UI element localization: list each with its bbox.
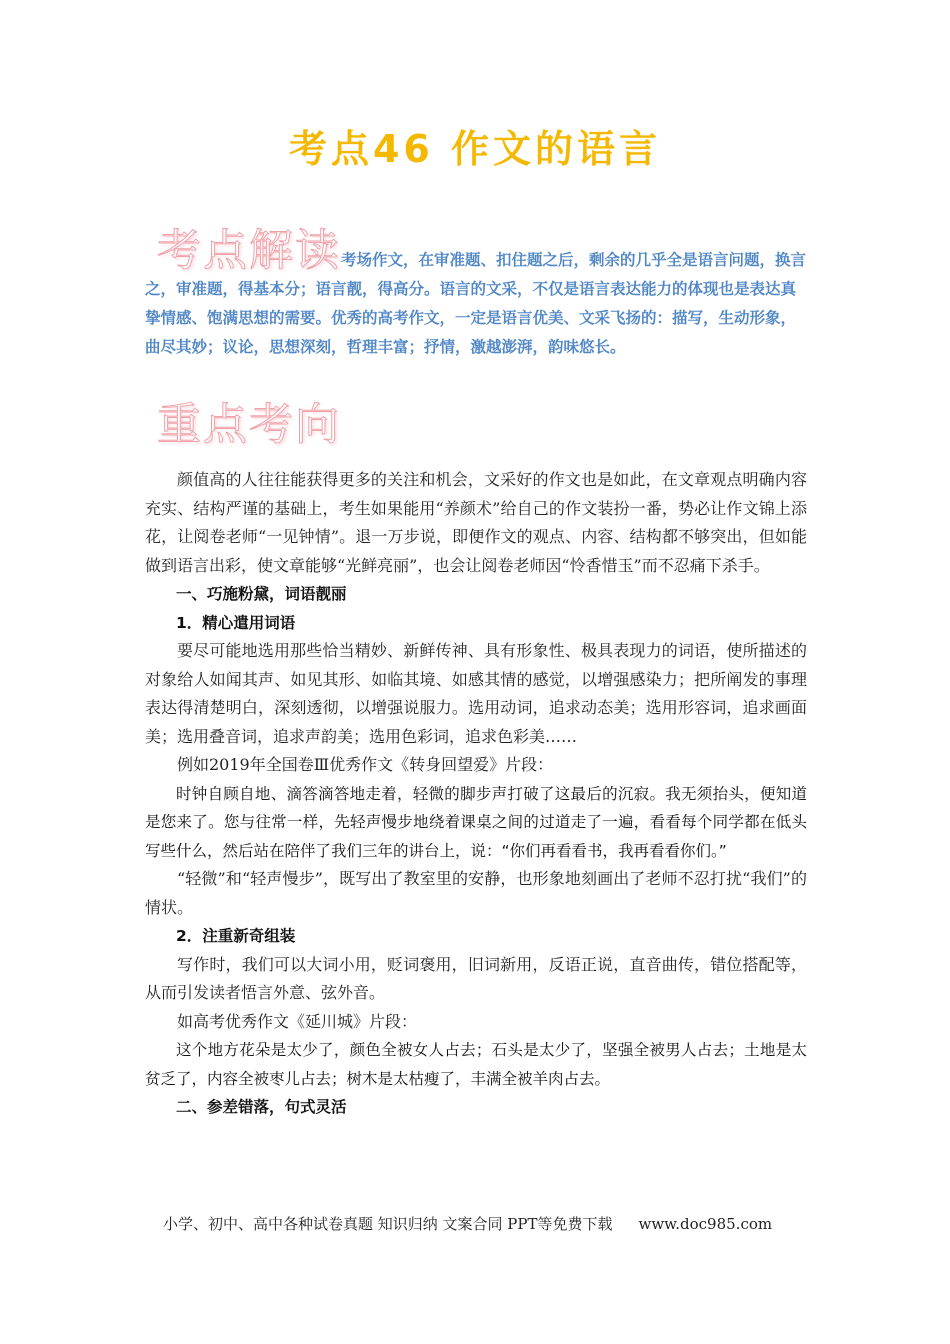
page-title: 考点46 作文的语言 [288, 127, 662, 171]
page-footer [163, 1213, 803, 1234]
quote-2: 这个地方花朵是太少了，颜色全被女人占去；石头是太少了，坚强全被男人占去；土地是太贫乏了，内容全被枣儿占去；树木是太枯瘦了，丰满全被羊肉占去。 [145, 1041, 807, 1088]
article-body [145, 466, 807, 1122]
paragraph-2: 要尽可能地选用那些恰当精妙、新鲜传神、具有形象性、极具表现力的词语，使所描述的对象给人如闻其声、如见其形、如临其境、如感其情的感觉，以增强感染力；把所阐发的事理表达得清楚明白，深刻透彻，以增强说服力。选用动词，追求动态美；选用形容词，追求画面美；选用叠音词，追求声韵美；选用色彩词，追求色彩美…… [145, 641, 807, 746]
subheading-1-1: 1．精心遣用词语 [176, 613, 296, 632]
subheading-1: 一、巧施粉黛，词语靓丽 [176, 585, 347, 603]
paragraph-4: “轻微”和“轻声慢步”，既写出了教室里的安静，也形象地刻画出了老师不忍打扰“我们”的情状。 [145, 869, 807, 917]
section-heading-focus: 重点考向 [157, 399, 341, 450]
section-heading-interpret: 考点解读 [157, 225, 341, 276]
quote-1: 时钟自顾自地、滴答滴答地走着，轻微的脚步声打破了这最后的沉寂。我无须抬头，便知道是您来了。您与往常一样，先轻声慢步地绕着课桌之间的过道走了一遍，看看每个同学都在低头写些什么，然后站在陪伴了我们三年的讲台上，说：“你们再看看书，我再看看你们。” [145, 784, 807, 860]
footer-text: 小学、初中、高中各种试卷真题 知识归纳 文案合同 PPT等免费下载 [163, 1215, 613, 1233]
paragraph-3: 例如2019年全国卷Ⅲ优秀作文《转身回望爱》片段： [177, 755, 554, 774]
intro-paragraph: 考场作文，在审准题、扣住题之后，剩余的几乎全是语言问题，换言之，审准题，得基本分；语言靓，得高分。语言的文采，不仅是语言表达能力的体现也是表达真挚情感、饱满思想的需要。优秀的高考作文，一定是语言优美、文采飞扬的：描写，生动形象，曲尽其妙；议论，思想深刻，哲理丰富；抒情，激越澎湃，韵味悠长。 [145, 251, 807, 356]
paragraph-5: 写作时，我们可以大词小用，贬词褒用，旧词新用，反语正说，直音曲传，错位搭配等，从而引发读者悟言外意、弦外音。 [145, 954, 807, 1002]
subheading-1-2: 2．注重新奇组装 [176, 927, 296, 945]
subheading-2: 二、参差错落，句式灵活 [176, 1098, 347, 1116]
paragraph-6: 如高考优秀作文《延川城》片段： [177, 1011, 418, 1031]
footer-url-link[interactable]: www.doc985.com [638, 1215, 773, 1233]
paragraph-1: 颜值高的人往往能获得更多的关注和机会，文采好的作文也是如此，在文章观点明确内容充实、结构严谨的基础上，考生如果能用“养颜术”给自己的作文装扮一番，势必让作文锦上添花，让阅卷老师“一见钟情”。退一万步说，即便作文的观点、内容、结构都不够突出，但如能做到语言出彩，使文章能够“光鲜亮丽”，也会让阅卷老师因“怜香惜玉”而不忍痛下杀手。 [145, 470, 807, 575]
